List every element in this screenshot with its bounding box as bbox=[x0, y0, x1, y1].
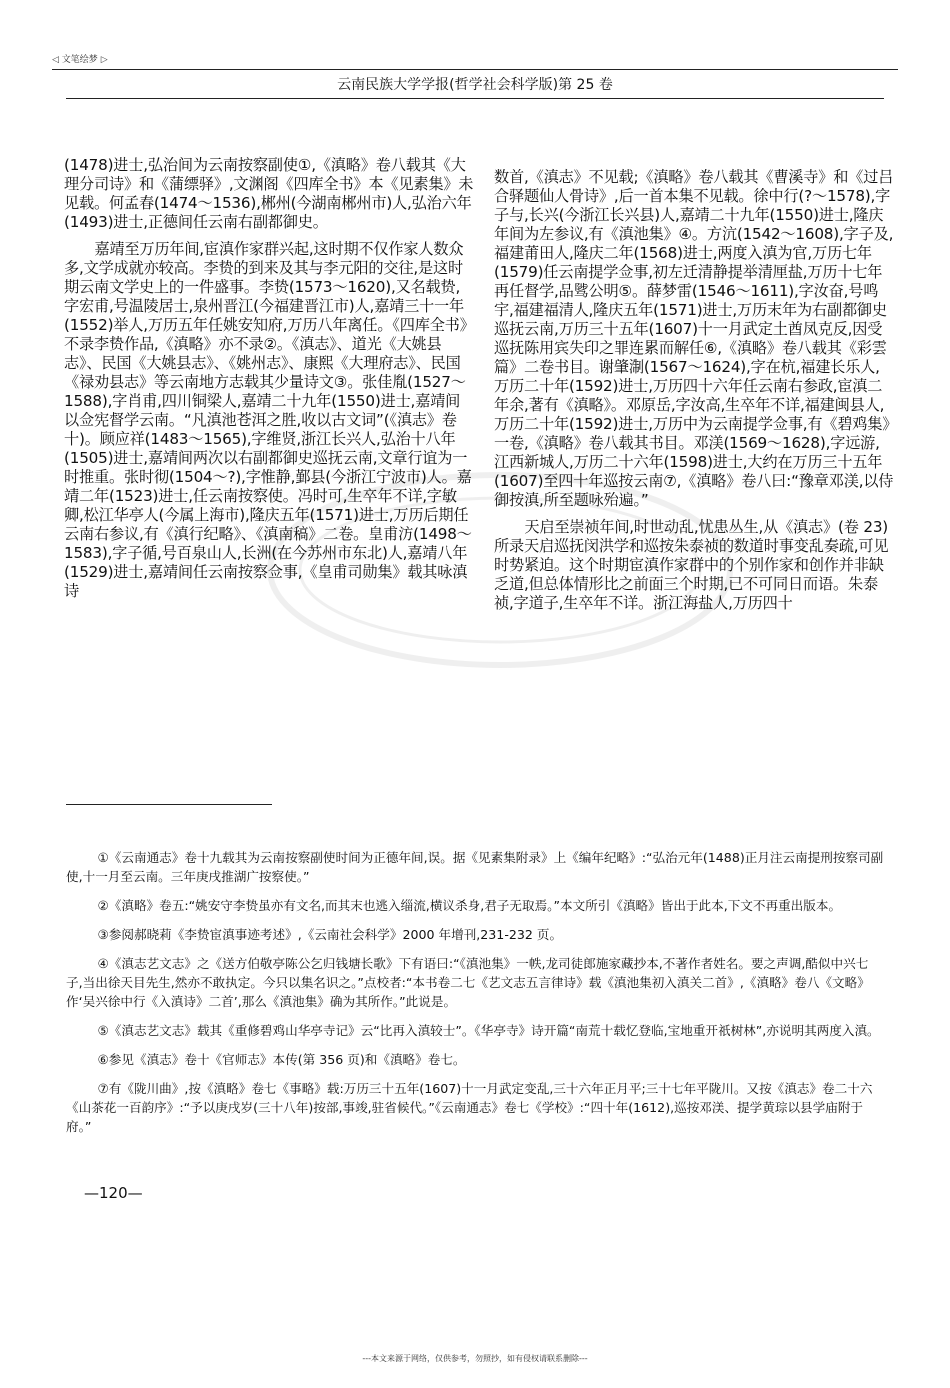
footnote-divider bbox=[66, 804, 272, 805]
footnote-6: ⑥参见《滇志》卷十《官师志》本传(第 356 页)和《滇略》卷七。 bbox=[97, 1052, 466, 1067]
left-paragraph-2: 嘉靖至万历年间,宦滇作家群兴起,这时期不仅作家人数众多,文学成就亦较高。李贽的到来及其与李元阳的交往,是这时期云南文学史上的一件盛事。李贽(1573～1620),又名载贽,字宏甫,号温陵居士,泉州晋江(今福建晋江市)人,嘉靖三十一年(1552)举人,万历五年任姚安知府,万历八年离任。《四库全书》不录李贽作品,《滇略》亦不录②。《滇志》、道光《大姚县志》、民国《大姚县志》、《姚州志》、康熙《大理府志》、民国《禄劝县志》等云南地方志载其少量诗文③。张佳胤(1527～1588),字肖甫,四川铜梁人,嘉靖二十九年(1550)进士,嘉靖间以佥宪督学云南。“凡滇池苍洱之胜,收以古文词”(《滇志》卷十)。顾应祥(1483～1565),字维贤,浙江长兴人,弘治十八年(1505)进士,嘉靖间两次以右副都御史巡抚云南,文章行谊为一时推重。张时彻(1504～?),字惟静,鄞县(今浙江宁波市)人。嘉靖二年(1523)进士,任云南按察使。冯时可,生卒年不详,字敏卿,松江华亭人(今属上海市),隆庆五年(1571)进士,万历后期任云南右参议,有《滇行纪略》、《滇南稿》二卷。皇甫汸(1498～1583),字子循,号百泉山人,长洲(在今苏州市东北)人,嘉靖八年(1529)进士,嘉靖间任云南按察佥事,《皇甫司勋集》载其咏滇诗 bbox=[64, 240, 472, 600]
top-divider bbox=[52, 69, 898, 70]
brand-label: 文笔绘梦 bbox=[61, 55, 98, 65]
header-rule bbox=[66, 98, 884, 99]
bottom-note: ---本文来源于网络，仅供参考，勿照抄，如有侵权请联系删除--- bbox=[362, 1354, 588, 1363]
footnote-5: ⑤《滇志艺文志》载其《重修碧鸡山华亭寺记》云“比再入滇较士”。《华亭寺》诗开篇“南荒十载忆登临,宝地重开祇树林”,亦说明其两度入滇。 bbox=[97, 1023, 880, 1038]
left-column bbox=[64, 156, 474, 601]
footnote-7: ⑦有《陇川曲》,按《滇略》卷七《事略》载:万历三十五年(1607)十一月武定变乱,三十六年正月平;三十七年平陇川。又按《滇志》卷二十六《山茶花一百韵序》:“予以庚戌岁(三十八年)按部,事竣,驻省候代。”《云南通志》卷七《学校》:“四十年(1612),巡按邓渼、提学黄琮以县学庙附于府。” bbox=[66, 1081, 873, 1134]
right-paragraph-1: 数首,《滇志》不见载;《滇略》卷八载其《曹溪寺》和《过吕合驿题仙人骨诗》,后一首本集不见载。徐中行(?～1578),字子与,长兴(今浙江长兴县)人,嘉靖二十九年(1550)进士,隆庆年间为左参议,有《滇池集》④。方沆(1542～1608),字子及,福建莆田人,隆庆二年(1568)进士,两度入滇为官,万历七年(1579)任云南提学佥事,初左迁清静提举清厘盐,万历十七年再任督学,品骘公明⑤。薛梦雷(1546～1611),字汝奋,号鸣宇,福建福清人,隆庆五年(1571)进士,万历末年为右副都御史巡抚云南,万历三十五年(1607)十一月武定土酋凤克反,因受巡抚陈用宾失印之罪连累而解任⑥,《滇略》卷八载其《彩雲篇》二卷书目。谢肇淛(1567～1624),字在杭,福建长乐人,万历二十年(1592)进士,万历四十六年任云南右参政,宦滇二年余,著有《滇略》。邓原岳,字汝高,生卒年不详,福建闽县人,万历二十年(1592)进士,万历中为云南提学佥事,有《碧鸡集》一卷,《滇略》卷八载其书目。邓渼(1569～1628),字远游,江西新城人,万历二十六年(1598)进士,大约在万历三十五年(1607)至四十年巡按云南⑦,《滇略》卷八曰:“豫章邓渼,以侍御按滇,所至题咏殆遍。” bbox=[494, 168, 894, 509]
right-paragraph-2: 天启至崇祯年间,时世动乱,忧患丛生,从《滇志》(卷 23)所录天启巡抚闵洪学和巡按朱泰祯的数道时事变乱奏疏,可见时势紧迫。这个时期宦滇作家群中的个别作家和创作并非缺乏道,但总体情形比之前面三个时期,已不可同日而语。朱泰祯,字道子,生卒年不详。浙江海盐人,万历四十 bbox=[494, 518, 889, 612]
right-column bbox=[494, 168, 894, 613]
footnotes bbox=[66, 848, 884, 1146]
footnote-1: ①《云南通志》卷十九载其为云南按察副使时间为正德年间,误。据《见素集附录》上《编年纪略》:“弘治元年(1488)正月注云南提刑按察司副使,十一月至云南。三年庚戌推湖广按察使。” bbox=[66, 850, 884, 884]
left-paragraph-1: (1478)进士,弘治间为云南按察副使①,《滇略》卷八载其《大理分司诗》和《蒲缥驿》,文渊阁《四库全书》本《见素集》未见载。何孟春(1474～1536),郴州(今湖南郴州市)人,弘治六年(1493)进士,正德间任云南右副都御史。 bbox=[64, 156, 474, 231]
triangle-right-icon: ▷ bbox=[100, 55, 108, 65]
footnote-2: ②《滇略》卷五:“姚安守李贽虽亦有文名,而其末也逃入缁流,横议杀身,君子无取焉。”本文所引《滇略》皆出于此本,下文不再重出版本。 bbox=[97, 898, 842, 913]
footnote-3: ③参阅郝晓莉《李贽宦滇事迹考述》,《云南社会科学》2000 年增刊,231-232 页。 bbox=[97, 927, 563, 942]
triangle-left-icon: ◁ bbox=[52, 55, 59, 65]
top-bar bbox=[52, 52, 108, 65]
journal-title: 云南民族大学学报(哲学社会科学版)第 25 卷 bbox=[337, 77, 613, 93]
footnote-4: ④《滇志艺文志》之《送方伯敬亭陈公乞归钱塘长歌》下有语曰:“《滇池集》一帙,龙司徒郎施家藏抄本,不著作者姓名。要之声调,酷似中兴七子,当出徐天目先生,然亦不敢执定。今只以集名识之。”点校者:“本书卷二七《艺文志五言律诗》载《滇池集初入滇关二首》,《滇略》卷八《文略》作‘吴兴徐中行《入滇诗》二首’,那么《滇池集》确为其所作。”此说是。 bbox=[66, 956, 870, 1009]
page-number: —120— bbox=[84, 1184, 143, 1202]
